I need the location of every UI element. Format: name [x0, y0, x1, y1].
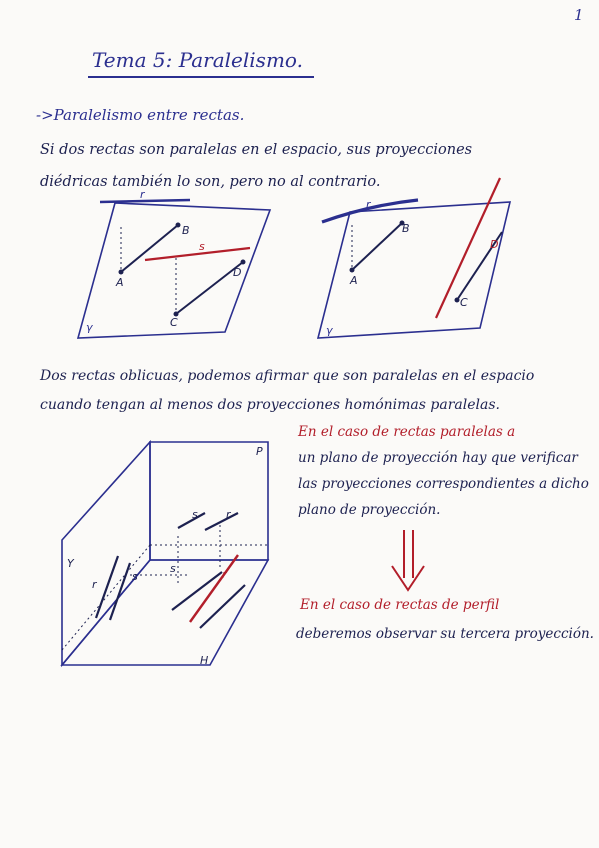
label-plane-gamma: γ — [86, 321, 93, 334]
label-r-profile: r — [92, 578, 97, 591]
label-H: H — [200, 654, 209, 667]
label-s-profile: s — [132, 570, 138, 583]
paragraph1-line2: diédricas también lo son, pero no al contrario. — [40, 174, 381, 190]
note-profile-line1: En el caso de rectas de perfil — [300, 597, 500, 613]
label-C: C — [460, 296, 468, 309]
label-plane-gamma: γ — [326, 324, 333, 337]
section-heading: ->Paralelismo entre rectas. — [36, 106, 245, 124]
label-r-vertical: r — [226, 508, 231, 521]
label-A: A — [116, 276, 124, 289]
note-plane-line3: las proyecciones correspondientes a dicho — [298, 476, 589, 492]
label-r: r — [366, 198, 371, 211]
page-number: 1 — [574, 6, 584, 24]
label-B: B — [182, 224, 190, 237]
label-s: s — [199, 240, 205, 253]
label-A: A — [350, 274, 358, 287]
note-profile-line2: deberemos observar su tercera proyección. — [296, 626, 594, 642]
paragraph1-line1: Si dos rectas son paralelas en el espacio, sus proyecciones — [40, 142, 473, 158]
page-title: Tema 5: Paralelismo. — [92, 48, 303, 72]
label-r-horizontal: r — [222, 568, 227, 581]
label-D: D — [233, 266, 242, 279]
paragraph2-line1: Dos rectas oblicuas, podemos afirmar que son paralelas en el espacio — [40, 368, 535, 384]
label-Y: Y — [67, 557, 74, 570]
paragraph2-line2: cuando tengan al menos dos proyecciones homónimas paralelas. — [40, 397, 500, 413]
note-plane-line1: En el caso de rectas paralelas a — [298, 424, 516, 440]
label-P: P — [256, 445, 263, 458]
label-s-horizontal: s — [170, 562, 176, 575]
label-s-vertical: s — [192, 508, 198, 521]
label-D: D — [490, 238, 499, 251]
label-B: B — [402, 222, 410, 235]
note-plane-line4: plano de proyección. — [298, 502, 441, 518]
label-C: C — [170, 316, 178, 329]
note-plane-line2: un plano de proyección hay que verificar — [298, 450, 578, 466]
label-r: r — [140, 188, 145, 201]
